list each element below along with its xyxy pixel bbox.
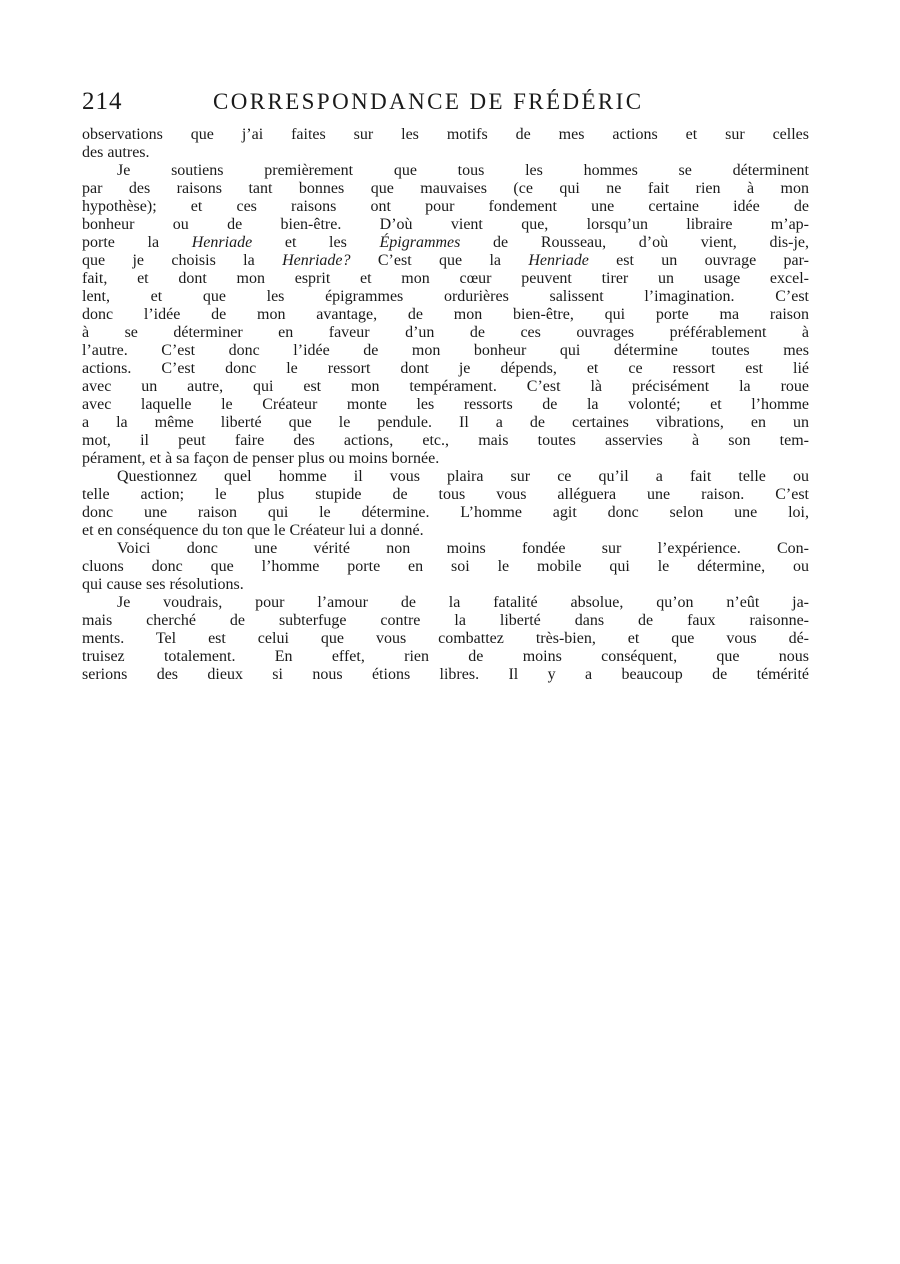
text-line: porte la Henriade et les Épigrammes de Rousseau, d’où vient, dis-je, — [82, 234, 810, 251]
paragraph — [82, 468, 809, 540]
text-line: donc l’idée de mon avantage, de mon bien-être, qui porte ma raison — [82, 306, 809, 323]
text-line: pérament, et à sa façon de penser plus ou moins bornée. — [82, 450, 440, 467]
text-line: ments. Tel est celui que vous combattez très-bien, et que vous dé- — [82, 630, 809, 647]
italic-title: Henriade? — [282, 252, 351, 269]
text-line: mais cherché de subterfuge contre la liberté dans de faux raisonne- — [82, 612, 809, 629]
paragraph — [82, 594, 809, 684]
text-line: hypothèse); et ces raisons ont pour fondement une certaine idée de — [82, 198, 809, 215]
text-line: bonheur ou de bien-être. D’où vient que, lorsqu’un libraire m’ap- — [82, 216, 809, 233]
italic-title: Épigrammes — [379, 234, 461, 251]
text-line: avec un autre, qui est mon tempérament. C’est là précisément la roue — [82, 378, 809, 395]
text-line: a la même liberté que le pendule. Il a de certaines vibrations, en un — [82, 414, 809, 431]
page-number: 214 — [82, 88, 123, 115]
text-line: telle action; le plus stupide de tous vous alléguera une raison. C’est — [82, 486, 809, 503]
book-page — [82, 88, 809, 684]
text-line: actions. C’est donc le ressort dont je dépends, et ce ressort est lié — [82, 360, 809, 377]
text-line: fait, et dont mon esprit et mon cœur peuvent tirer un usage excel- — [82, 270, 809, 287]
text-line: lent, et que les épigrammes ordurières salissent l’imagination. C’est — [82, 288, 809, 305]
italic-title: Henriade — [191, 234, 253, 251]
paragraph — [82, 540, 809, 594]
text-line: l’autre. C’est donc l’idée de mon bonheur qui détermine toutes mes — [82, 342, 809, 359]
text-line: et en conséquence du ton que le Créateur lui a donné. — [82, 522, 424, 539]
body-text — [82, 126, 809, 684]
text-line: à se déterminer en faveur d’un de ces ouvrages préférablement à — [82, 324, 809, 341]
running-title: CORRESPONDANCE DE FRÉDÉRIC — [213, 89, 644, 114]
text-line: truisez totalement. En effet, rien de moins conséquent, que nous — [82, 648, 809, 665]
paragraph — [82, 162, 809, 468]
text-line: Je soutiens premièrement que tous les hommes se déterminent — [117, 162, 809, 179]
paragraph — [82, 126, 809, 162]
text-line: que je choisis la Henriade? C’est que la Henriade est un ouvrage par- — [82, 252, 809, 269]
text-line: des autres. — [82, 144, 150, 161]
text-line: Je voudrais, pour l’amour de la fatalité absolue, qu’on n’eût ja- — [117, 594, 809, 611]
page-header — [82, 88, 809, 122]
text-line: observations que j’ai faites sur les motifs de mes actions et sur celles — [82, 126, 809, 143]
text-line: serions des dieux si nous étions libres. Il y a beaucoup de témérité — [82, 666, 809, 683]
text-line: Questionnez quel homme il vous plaira sur ce qu’il a fait telle ou — [117, 468, 809, 485]
text-line: par des raisons tant bonnes que mauvaises (ce qui ne fait rien à mon — [82, 180, 809, 197]
text-line: mot, il peut faire des actions, etc., mais toutes asservies à son tem- — [82, 432, 809, 449]
italic-title: Henriade — [528, 252, 589, 269]
text-line: avec laquelle le Créateur monte les ressorts de la volonté; et l’homme — [82, 396, 809, 413]
text-line: donc une raison qui le détermine. L’homme agit donc selon une loi, — [82, 504, 809, 521]
text-line: qui cause ses résolutions. — [82, 576, 244, 593]
text-line: Voici donc une vérité non moins fondée sur l’expérience. Con- — [117, 540, 809, 557]
text-line: cluons donc que l’homme porte en soi le mobile qui le détermine, ou — [82, 558, 809, 575]
